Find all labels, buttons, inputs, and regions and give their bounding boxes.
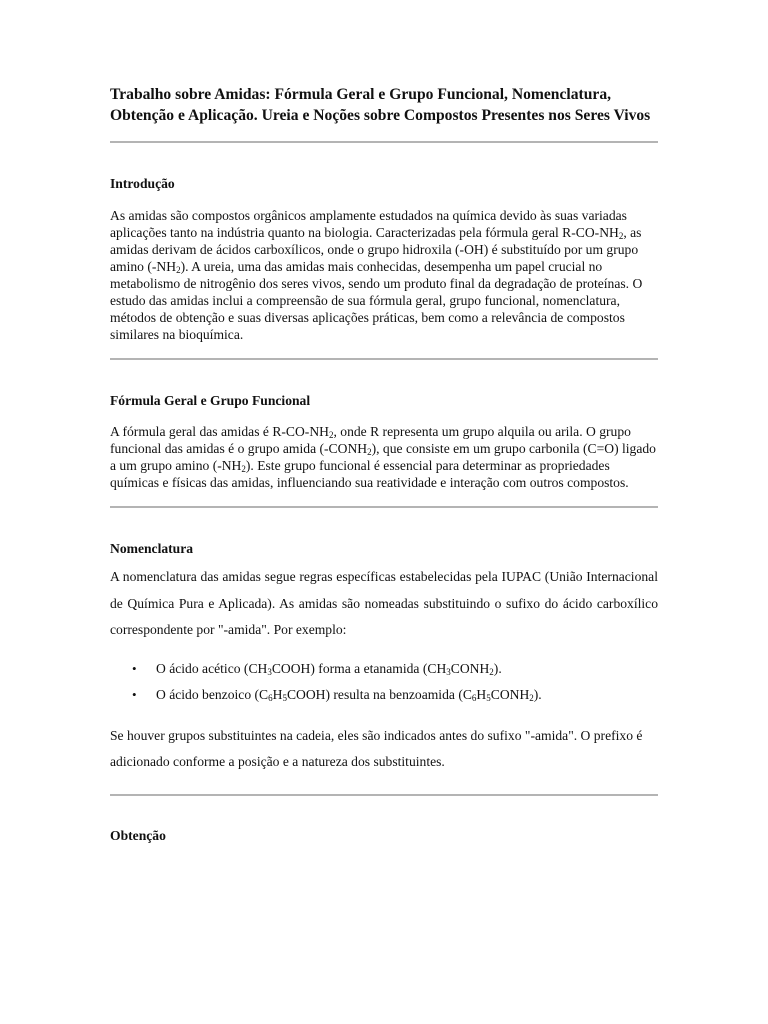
bullet-icon: • bbox=[132, 686, 137, 702]
intro-heading: Introdução bbox=[110, 176, 175, 191]
nomenclature-paragraph: A nomenclatura das amidas segue regras específicas estabelecidas pela IUPAC (União Internacional de Química Pura e Aplicada). As amidas são nomeadas substituindo o sufixo do ácido carboxílico correspondente por "-amida". Por exemplo: bbox=[110, 569, 658, 637]
obtainment-heading: Obtenção bbox=[110, 827, 166, 843]
document-page bbox=[110, 84, 658, 845]
formula-heading: Fórmula Geral e Grupo Funcional bbox=[110, 393, 311, 408]
intro-paragraph: As amidas são compostos orgânicos amplamente estudados na química devido às suas variadas aplicações tanto na indústria quanto na biologia. Caracterizadas pela fórmula geral $R-CO-NH_2$, as amidas derivam de ácidos carboxílicos, onde o grupo hidroxila (-OH) é substituído por um grupo amino $(-NH_2)$. A ureia, uma das amidas mais conhecidas, desempenha um papel crucial no metabolismo de nitrogênio dos seres vivos, sendo um produto final da degradação de proteínas. O estudo das amidas inclui a compreensão de sua fórmula geral, grupo funcional, nomenclatura, métodos de obtenção e suas diversas aplicações práticas, bem como a relevância de compostos similares na bioquímica. bbox=[110, 208, 643, 342]
section-divider bbox=[110, 141, 658, 143]
nomenclature-heading: Nomenclatura bbox=[110, 541, 194, 556]
section-divider bbox=[110, 794, 658, 796]
section-divider bbox=[110, 358, 658, 360]
document-title: Trabalho sobre Amidas: Fórmula Geral e Grupo Funcional, Nomenclatura, Obtenção e Aplicação. Ureia e Noções sobre Compostos Presentes nos Seres Vivos bbox=[110, 86, 651, 124]
substituents-paragraph: Se houver grupos substituintes na cadeia, eles são indicados antes do sufixo "-amida". O prefixo é adicionado conforme a posição e a natureza dos substituintes. bbox=[110, 727, 643, 769]
list-item: • O ácido acético $(CH_3COOH)$ forma a etanamida $(CH_3CONH_2)$. bbox=[156, 656, 658, 682]
formula-paragraph: A fórmula geral das amidas é $R-CO-NH_2$, onde R representa um grupo alquila ou arila. O grupo funcional das amidas é o grupo amida $(-CONH_2)$, que consiste em um grupo carbonila (C=O) ligado a um grupo amino $(-NH_2)$. Este grupo funcional é essencial para determinar as propriedades químicas e físicas das amidas, influenciando sua reatividade e interação com outros compostos. bbox=[110, 424, 656, 490]
bullet-icon: • bbox=[132, 660, 137, 676]
section-divider bbox=[110, 506, 658, 508]
examples-list bbox=[110, 656, 658, 708]
list-item: • O ácido benzoico $(C_6H_5COOH)$ resulta na benzoamida $(C_6H_5CONH_2)$. bbox=[156, 682, 658, 708]
